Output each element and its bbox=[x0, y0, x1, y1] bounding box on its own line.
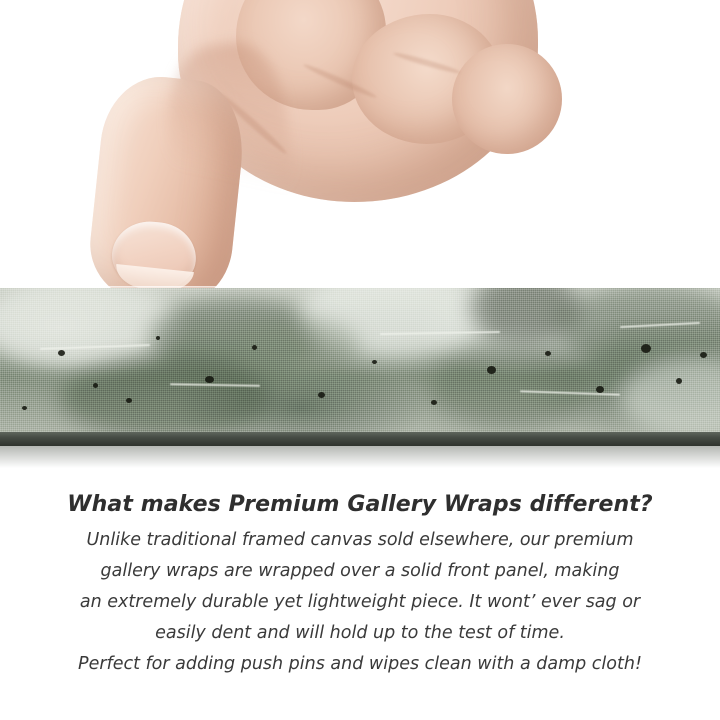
caption-line: Perfect for adding push pins and wipes clean with a damp cloth! bbox=[78, 654, 642, 674]
caption-line: Unlike traditional framed canvas sold elsewhere, our premium bbox=[86, 530, 634, 550]
knuckle-shape-3 bbox=[452, 44, 562, 154]
canvas-drop-shadow bbox=[0, 446, 720, 468]
caption-line: easily dent and will hold up to the test of time. bbox=[155, 623, 565, 643]
caption-line: an extremely durable yet lightweight piece. It wont’ ever sag or bbox=[79, 592, 641, 612]
gallery-wrap-canvas-edge bbox=[0, 288, 720, 440]
caption-body bbox=[0, 526, 720, 679]
caption-title: What makes Premium Gallery Wraps different? bbox=[67, 492, 653, 517]
canvas-bottom-edge bbox=[0, 432, 720, 446]
canvas-weave-texture bbox=[0, 288, 720, 440]
hand-pressing-canvas bbox=[0, 0, 720, 300]
caption-line: gallery wraps are wrapped over a solid front panel, making bbox=[100, 561, 620, 581]
caption-block bbox=[0, 492, 720, 681]
